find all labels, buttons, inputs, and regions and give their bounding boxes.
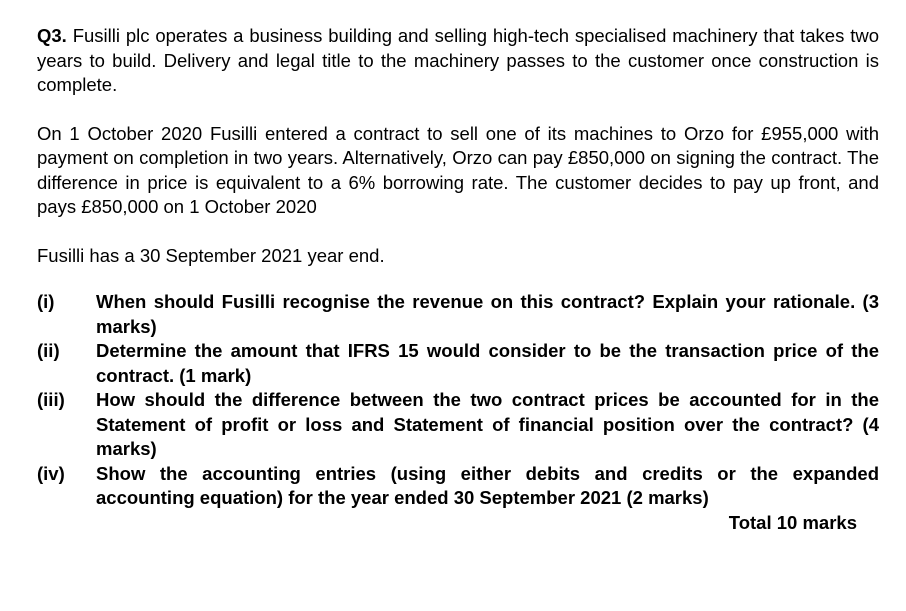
question-intro-text: Fusilli plc operates a business building and selling high-tech specialised machinery that takes two years to build. Delivery and legal title to the machinery passes to the customer once construction is complete. <box>37 25 879 95</box>
part-number: (iii) <box>37 389 65 410</box>
part-text: Show the accounting entries (using either debits and credits or the expanded accounting equation) for the year ended 30 September 2021 (2 marks) <box>96 462 879 508</box>
part-number: (i) <box>37 291 55 312</box>
part-text: How should the difference between the two contract prices be accounted for in the Statement of profit or loss and Statement of financial position over the contract? (4 marks) <box>96 389 879 459</box>
question-parts-list <box>37 290 879 511</box>
question-label: Q3. <box>37 25 67 46</box>
question-part-iii <box>37 388 879 462</box>
contract-paragraph: On 1 October 2020 Fusilli entered a contract to sell one of its machines to Orzo for £955,000 with payment on completion in two years. Alternatively, Orzo can pay £850,000 on signing the contract. The difference in price is equivalent to a 6% borrowing rate. The customer decides to pay up front, and pays £850,000 on 1 October 2020 <box>37 122 879 217</box>
question-document <box>37 24 879 535</box>
question-part-iv <box>37 462 879 511</box>
part-number: (iv) <box>37 462 65 484</box>
part-text: Determine the amount that IFRS 15 would consider to be the transaction price of the contract. (1 mark) <box>96 340 879 386</box>
part-text: When should Fusilli recognise the revenue on this contract? Explain your rationale. (3 marks) <box>96 291 879 337</box>
question-part-ii <box>37 339 879 388</box>
question-part-i <box>37 290 879 339</box>
question-intro-paragraph <box>37 24 879 98</box>
part-number: (ii) <box>37 340 60 361</box>
year-end-paragraph: Fusilli has a 30 September 2021 year end. <box>37 244 385 266</box>
total-marks: Total 10 marks <box>728 511 857 533</box>
